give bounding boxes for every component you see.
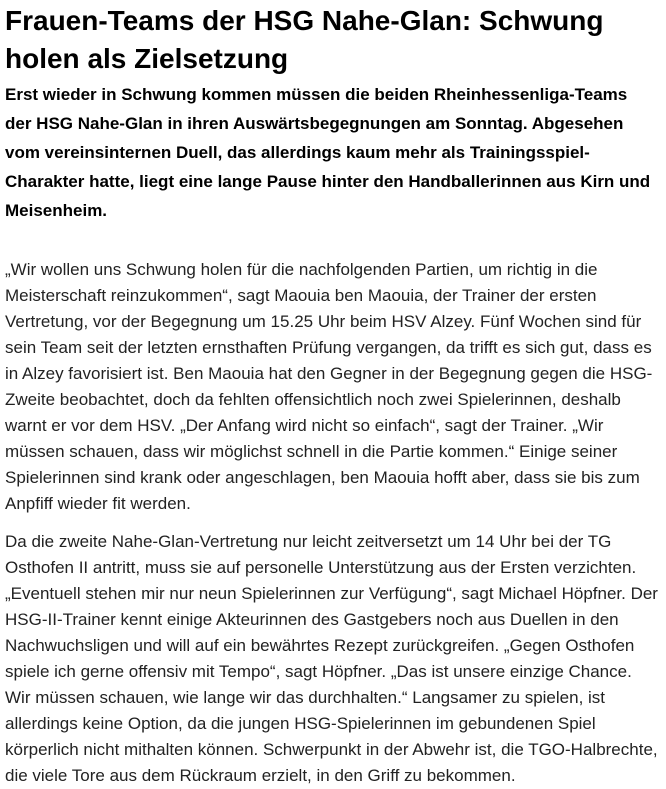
article-headline: Frauen-Teams der HSG Nahe-Glan: Schwung holen als Zielsetzung	[5, 5, 604, 74]
article-paragraph-1: „Wir wollen uns Schwung holen für die nachfolgenden Partien, um richtig in die Meisterschaft reinzukommen“, sagt Maouia ben Maouia, der Trainer der ersten Vertretung, vor der Begegnung um 15.25 Uhr beim HSV Alzey. Fünf Wochen sind für sein Team seit der letzten ernsthaften Prüfung vergangen, da trifft es sich gut, dass es in Alzey favorisiert ist. Ben Maouia hat den Gegner in der Begegnung gegen die HSG-Zweite beobachtet, doch da fehlten offensichtlich noch zwei Spielerinnen, deshalb warnt er vor dem HSV. „Der Anfang wird nicht so einfach“, sagt der Trainer. „Wir müssen schauen, dass wir möglichst schnell in die Partie kommen.“ Einige seiner Spielerinnen sind krank oder angeschlagen, ben Maouia hofft aber, dass sie bis zum Anpfiff wieder fit werden.	[5, 260, 653, 513]
article-lede: Erst wieder in Schwung kommen müssen die beiden Rheinhessenliga-Teams der HSG Nahe-Glan in ihren Auswärtsbegegnungen am Sonntag. Abgesehen vom vereinsinternen Duell, das allerdings kaum mehr als Trainingsspiel-Charakter hatte, liegt eine lange Pause hinter den Handballerinnen aus Kirn und Meisenheim.	[5, 85, 651, 220]
article-paragraph-2: Da die zweite Nahe-Glan-Vertretung nur leicht zeitversetzt um 14 Uhr bei der TG Osthofen II antritt, muss sie auf personelle Unterstützung aus der Ersten verzichten. „Eventuell stehen mir nur neun Spielerinnen zur Verfügung“, sagt Michael Höpfner. Der HSG-II-Trainer kennt einige Akteurinnen des Gastgebers noch aus Duellen in den Nachwuchsligen und will auf ein bewährtes Rezept zurückgreifen. „Gegen Osthofen spiele ich gerne offensiv mit Tempo“, sagt Höpfner. „Das ist unsere einzige Chance. Wir müssen schauen, wie lange wir das durchhalten.“ Langsamer zu spielen, ist allerdings keine Option, da die jungen HSG-Spielerinnen im gebundenen Spiel körperlich nicht mithalten können. Schwerpunkt in der Abwehr ist, die TGO-Halbrechte, die viele Tore aus dem Rückraum erzielt, in den Griff zu bekommen.	[5, 532, 658, 785]
article-body	[5, 257, 658, 789]
